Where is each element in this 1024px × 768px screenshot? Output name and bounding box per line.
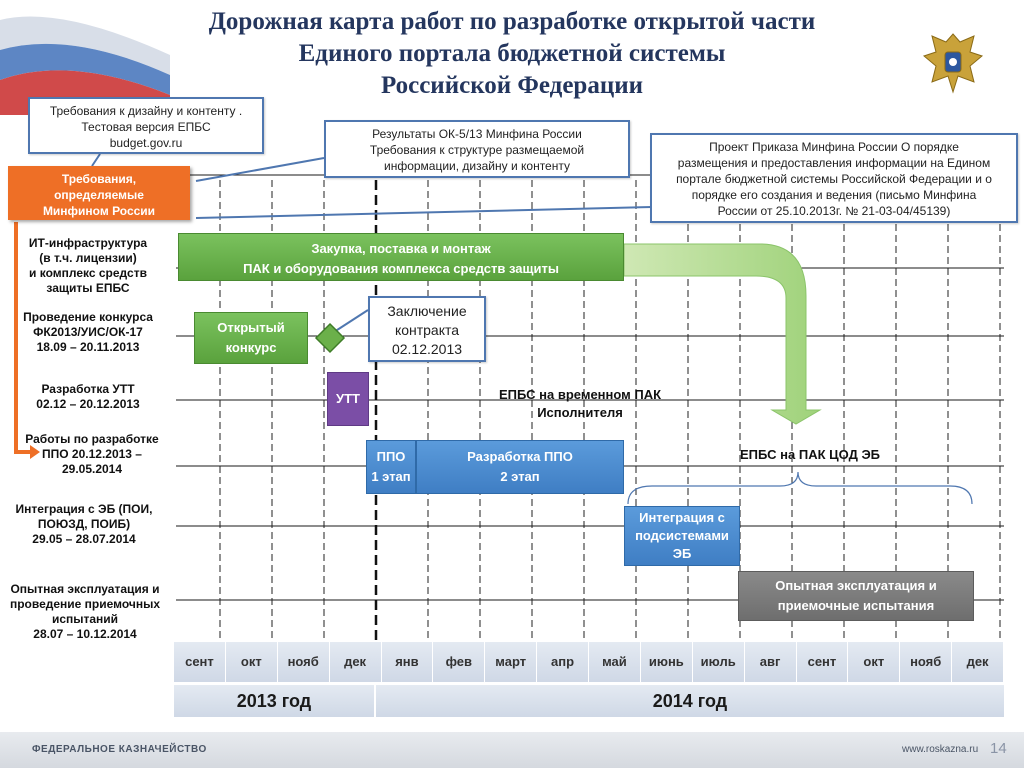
row-label-utt bbox=[10, 382, 166, 412]
row-label-6-line-4: 28.07 – 10.12.2014 bbox=[33, 627, 137, 641]
callout-contract bbox=[368, 296, 486, 362]
bar-trial-operation bbox=[738, 571, 974, 621]
callout-contract-line-1: Заключение bbox=[387, 303, 467, 319]
row-label-ppo bbox=[16, 432, 168, 477]
month-cell: сент bbox=[797, 642, 849, 682]
month-cell: янв bbox=[382, 642, 434, 682]
callout-ok-line-2: Требования к структуре размещаемой bbox=[369, 143, 585, 157]
row-label-3-line-2: 02.12 – 20.12.2013 bbox=[36, 397, 140, 411]
bar-ppo1-line-2: 1 этап bbox=[371, 469, 411, 484]
year-2013: 2013 год bbox=[174, 685, 376, 717]
bar-procurement-line-2: ПАК и оборудования комплекса средств защиты bbox=[243, 261, 559, 276]
requirements-line-3: Минфином России bbox=[42, 204, 156, 218]
callout-design-line-2: Тестовая версия ЕПБС bbox=[81, 120, 211, 134]
month-cell: март bbox=[485, 642, 537, 682]
year-header bbox=[174, 685, 1004, 717]
row-label-5-line-2: ПОЮЗД, ПОИБ) bbox=[37, 517, 131, 531]
callout-order-line-2: размещения и предоставления информации на Едином bbox=[677, 156, 991, 170]
month-cell: авг bbox=[745, 642, 797, 682]
label-cod-pak: ЕПБС на ПАК ЦОД ЭБ bbox=[739, 447, 881, 462]
bar-integration bbox=[624, 506, 740, 566]
footer-link[interactable]: www.roskazna.ru bbox=[902, 744, 979, 755]
callout-design-line-1: Требования к дизайну и контенту . bbox=[49, 104, 243, 118]
bar-ppo-stage-1 bbox=[366, 440, 416, 494]
title-line-1: Дорожная карта работ по разработке открытой части bbox=[208, 8, 816, 35]
callout-ok-line-1: Результаты ОК-5/13 Минфина России bbox=[372, 127, 582, 141]
label-temp-pak-line-1: ЕПБС на временном ПАК bbox=[498, 387, 662, 402]
month-cell: нояб bbox=[278, 642, 330, 682]
month-cell: нояб bbox=[900, 642, 952, 682]
bar-integration-line-2: подсистемами bbox=[635, 528, 729, 543]
row-label-2-line-2: ФК2013/УИС/ОК-17 bbox=[33, 325, 143, 339]
row-label-1-line-4: защиты ЕПБС bbox=[46, 281, 130, 295]
bar-integration-line-3: ЭБ bbox=[672, 546, 692, 561]
row-label-6-line-1: Опытная эксплуатация и bbox=[10, 582, 160, 596]
row-label-1-line-1: ИТ-инфраструктура bbox=[28, 236, 148, 250]
row-label-2-line-3: 18.09 – 20.11.2013 bbox=[36, 340, 140, 354]
requirements-line-1: Требования, bbox=[61, 172, 137, 186]
bar-procurement-line-1: Закупка, поставка и монтаж bbox=[311, 241, 491, 256]
month-cell: дек bbox=[330, 642, 382, 682]
row-label-6-line-3: испытаний bbox=[51, 612, 119, 626]
month-cell: окт bbox=[226, 642, 278, 682]
row-label-integration bbox=[6, 502, 162, 547]
title-line-3: Российской Федерации bbox=[380, 72, 644, 99]
requirements-box bbox=[8, 166, 190, 220]
label-temp-pak-line-2: Исполнителя bbox=[537, 405, 623, 420]
callout-ok-results bbox=[324, 120, 630, 178]
bar-open-tender-line-2: конкурс bbox=[225, 340, 277, 355]
year-2014: 2014 год bbox=[376, 685, 1004, 717]
bar-open-tender-line-1: Открытый bbox=[217, 320, 285, 335]
row-label-tender bbox=[10, 310, 166, 355]
bar-ppo-stage-2 bbox=[416, 440, 624, 494]
callout-order-line-3: портале бюджетной системы Российской Федерации и о bbox=[676, 172, 992, 186]
callout-order-line-5: России от 25.10.2013г. № 21-03-04/45139) bbox=[717, 204, 951, 218]
callout-design-requirements bbox=[28, 97, 264, 154]
row-label-1-line-3: и комплекс средств bbox=[29, 266, 147, 280]
label-temp-pak bbox=[470, 386, 690, 422]
month-cell: июль bbox=[693, 642, 745, 682]
month-cell: апр bbox=[537, 642, 589, 682]
month-cell: фев bbox=[433, 642, 485, 682]
row-label-1-line-2: (в т.ч. лицензии) bbox=[39, 251, 137, 265]
month-header bbox=[174, 642, 1004, 682]
row-label-2-line-1: Проведение конкурса bbox=[23, 310, 153, 324]
callout-contract-line-3: 02.12.2013 bbox=[391, 341, 463, 357]
callout-contract-line-2: контракта bbox=[394, 322, 460, 338]
row-label-trial bbox=[2, 582, 168, 642]
month-cell: сент bbox=[174, 642, 226, 682]
footer-org: ФЕДЕРАЛЬНОЕ КАЗНАЧЕЙСТВО bbox=[32, 744, 207, 755]
bar-ppo2-line-1: Разработка ППО bbox=[467, 449, 573, 464]
callout-ok-line-3: информации, дизайну и контенту bbox=[384, 159, 570, 173]
bar-utt: УТТ bbox=[327, 372, 369, 426]
title-line-2: Единого портала бюджетной системы bbox=[298, 40, 726, 67]
page-number: 14 bbox=[990, 740, 1007, 757]
row-label-3-line-1: Разработка УТТ bbox=[41, 382, 135, 396]
callout-order-project bbox=[650, 133, 1018, 223]
month-cell: май bbox=[589, 642, 641, 682]
bar-open-tender bbox=[194, 312, 308, 364]
row-label-5-line-3: 29.05 – 28.07.2014 bbox=[32, 532, 136, 546]
row-label-4-line-2: ППО 20.12.2013 – bbox=[42, 447, 142, 461]
row-label-it-infrastructure bbox=[10, 236, 166, 296]
bar-integration-line-1: Интеграция с bbox=[639, 510, 725, 525]
bar-ppo1-line-1: ППО bbox=[376, 449, 406, 464]
bar-trial-line-1: Опытная эксплуатация и bbox=[775, 578, 937, 593]
callout-order-line-4: порядке его создания и ведения (письмо Минфина bbox=[691, 188, 977, 202]
month-cell: дек bbox=[952, 642, 1004, 682]
bar-procurement bbox=[178, 233, 624, 281]
bar-ppo2-line-2: 2 этап bbox=[500, 469, 540, 484]
month-cell: июнь bbox=[641, 642, 693, 682]
month-cell: окт bbox=[848, 642, 900, 682]
requirements-line-2: определяемые bbox=[54, 188, 144, 202]
row-label-4-line-3: 29.05.2014 bbox=[61, 462, 123, 476]
row-label-4-line-1: Работы по разработке bbox=[25, 432, 159, 446]
callout-design-line-3: budget.gov.ru bbox=[109, 136, 183, 150]
row-label-5-line-1: Интеграция с ЭБ (ПОИ, bbox=[15, 502, 153, 516]
callout-order-line-1: Проект Приказа Минфина России О порядке bbox=[709, 140, 959, 154]
bar-trial-line-2: приемочные испытания bbox=[777, 598, 935, 613]
row-label-6-line-2: проведение приемочных bbox=[9, 597, 161, 611]
